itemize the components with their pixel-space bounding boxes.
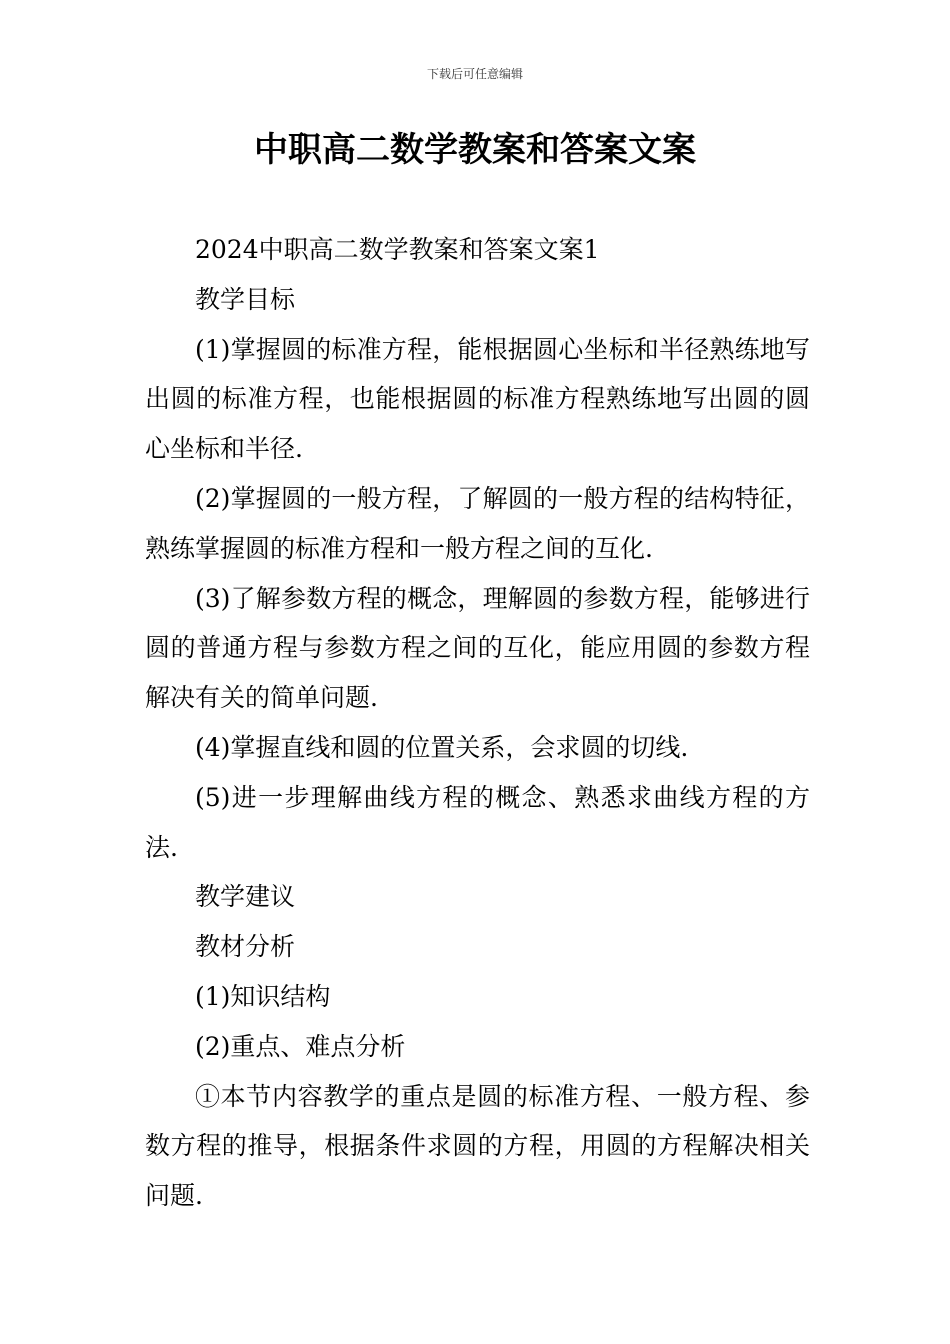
paragraph-teaching-suggestions: 教学建议 bbox=[195, 882, 296, 912]
header-note: 下载后可任意编辑 bbox=[426, 67, 523, 81]
paragraph-goal-3: (3)了解参数方程的概念，理解圆的参数方程，能够进行圆的普通方程与参数方程之间的互化，能应用圆的参数方程解决有关的简单问题. bbox=[145, 583, 810, 713]
paragraph-key-difficult-points: (2)重点、难点分析 bbox=[195, 1031, 406, 1061]
paragraph-goal-5: (5)进一步理解曲线方程的概念、熟悉求曲线方程的方法. bbox=[145, 782, 810, 862]
paragraph-textbook-analysis: 教材分析 bbox=[195, 932, 296, 962]
document-title: 中职高二数学教案和答案文案 bbox=[254, 130, 696, 170]
paragraph-key-point-1: ①本节内容教学的重点是圆的标准方程、一般方程、参数方程的推导，根据条件求圆的方程，用圆的方程解决相关问题. bbox=[145, 1081, 810, 1211]
paragraph-goal-2: (2)掌握圆的一般方程，了解圆的一般方程的结构特征，熟练掌握圆的标准方程和一般方程之间的互化. bbox=[145, 483, 810, 563]
document-body bbox=[145, 225, 810, 1221]
paragraph-goal-4: (4)掌握直线和圆的位置关系，会求圆的切线. bbox=[195, 732, 689, 762]
paragraph-knowledge-structure: (1)知识结构 bbox=[195, 981, 331, 1011]
paragraph-section-heading: 2024中职高二数学教案和答案文案1 bbox=[195, 235, 600, 264]
paragraph-goal-1: (1)掌握圆的标准方程，能根据圆心坐标和半径熟练地写出圆的标准方程，也能根据圆的标准方程熟练地写出圆的圆心坐标和半径. bbox=[145, 334, 810, 464]
paragraph-teaching-goals: 教学目标 bbox=[195, 284, 296, 314]
